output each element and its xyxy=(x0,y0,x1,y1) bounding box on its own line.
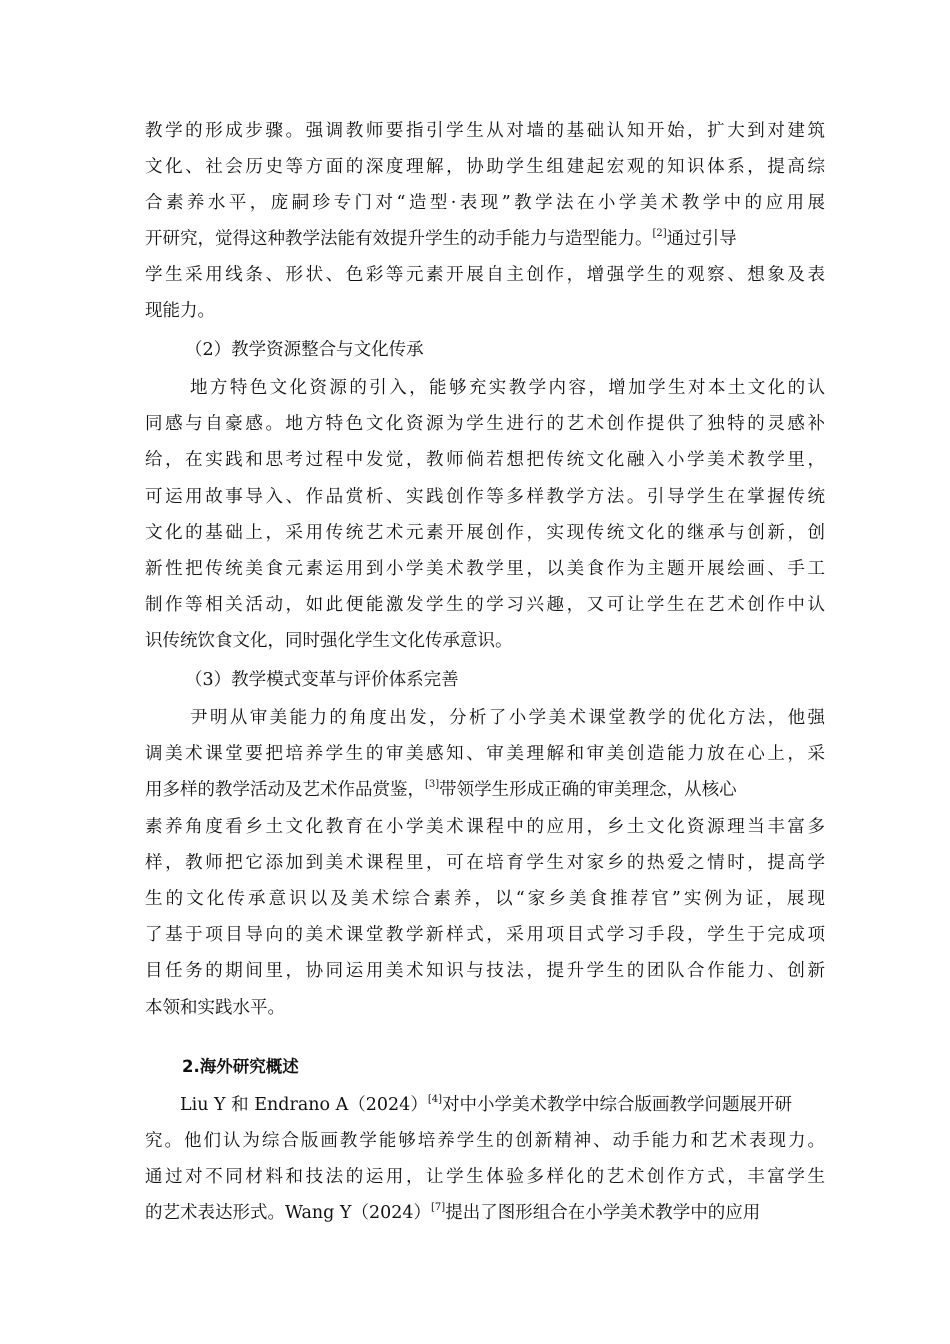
paragraph-line: 目任务的期间里，协同运用美术知识与技法，提升学生的团队合作能力、创新 xyxy=(145,961,825,981)
citation-ref: [2] xyxy=(652,228,667,239)
citation-ref: [3] xyxy=(425,779,440,790)
citation-ref: [7] xyxy=(431,1202,446,1213)
paragraph-line: 可运用故事导入、作品赏析、实践创作等多样教学方法。引导学生在掌握传统 xyxy=(145,487,825,507)
line-text: 开研究，觉得这种教学法能有效提升学生的动手能力与造型能力。 xyxy=(145,229,653,249)
paragraph-line: 合素养水平，庞嗣珍专门对“造型·表现”教学法在小学美术教学中的应用展 xyxy=(145,193,825,213)
paragraph-line xyxy=(145,775,825,805)
paragraph-line: 生的文化传承意识以及美术综合素养，以“家乡美食推荐官”实例为证，展现 xyxy=(145,889,825,909)
line-text: Liu Y 和 Endrano A（2024） xyxy=(180,1095,428,1115)
paragraph-line: 识传统饮食文化，同时强化学生文化传承意识。 xyxy=(145,631,513,651)
line-text: 通过引导 xyxy=(666,229,737,249)
paragraph-line: 了基于项目导向的美术课堂教学新样式，采用项目式学习手段，学生于完成项 xyxy=(145,925,825,945)
paragraph-line: 新性把传统美食元素运用到小学美术教学里，以美食作为主题开展绘画、手工 xyxy=(145,559,825,579)
subheading: （2）教学资源整合与文化传承 xyxy=(185,340,424,360)
line-text: 的艺术表达形式。Wang Y（2024） xyxy=(145,1203,432,1223)
paragraph-line: 素养角度看乡土文化教育在小学美术课程中的应用，乡土文化资源理当丰富多 xyxy=(145,817,825,837)
paragraph-line xyxy=(180,1090,825,1120)
line-text: 提出了图形组合在小学美术教学中的应用 xyxy=(445,1203,761,1223)
section-heading: 2.海外研究概述 xyxy=(182,1057,299,1076)
paragraph-line: 同感与自豪感。地方特色文化资源为学生进行的艺术创作提供了独特的灵感补 xyxy=(145,414,825,434)
paragraph-line: 文化、社会历史等方面的深度理解，协助学生组建起宏观的知识体系，提高综 xyxy=(145,157,825,177)
paragraph-line: 制作等相关活动，如此便能激发学生的学习兴趣，又可让学生在艺术创作中认 xyxy=(145,595,825,615)
paragraph-line: 教学的形成步骤。强调教师要指引学生从对墙的基础认知开始，扩大到对建筑 xyxy=(145,121,825,141)
paragraph-line: 通过对不同材料和技法的运用，让学生体验多样化的艺术创作方式，丰富学生 xyxy=(145,1167,825,1187)
paragraph-line: 学生采用线条、形状、色彩等元素开展自主创作，增强学生的观察、想象及表 xyxy=(145,265,825,285)
paragraph-line: 地方特色文化资源的引入，能够充实教学内容，增加学生对本土文化的认 xyxy=(190,378,825,398)
line-text: 对中小学美术教学中综合版画教学问题展开研 xyxy=(442,1095,792,1115)
paragraph-line: 本领和实践水平。 xyxy=(145,998,285,1018)
paragraph-line: 现能力。 xyxy=(145,301,215,321)
paragraph-line: 调美术课堂要把培养学生的审美感知、审美理解和审美创造能力放在心上，采 xyxy=(145,744,825,764)
paragraph-line: 尹明从审美能力的角度出发，分析了小学美术课堂教学的优化方法，他强 xyxy=(190,708,825,728)
subheading: （3）教学模式变革与评价体系完善 xyxy=(185,670,459,690)
line-text: 用多样的教学活动及艺术作品赏鉴， xyxy=(145,780,425,800)
citation-ref: [4] xyxy=(427,1094,442,1105)
line-text: 带领学生形成正确的审美理念，从核心 xyxy=(439,780,737,800)
paragraph-line xyxy=(145,1198,825,1228)
paragraph-line: 给，在实践和思考过程中发觉，教师倘若想把传统文化融入小学美术教学里， xyxy=(145,450,825,470)
paragraph-line: 样，教师把它添加到美术课程里，可在培育学生对家乡的热爱之情时，提高学 xyxy=(145,853,825,873)
paragraph-line: 究。他们认为综合版画教学能够培养学生的创新精神、动手能力和艺术表现力。 xyxy=(145,1131,825,1151)
paragraph-line: 文化的基础上，采用传统艺术元素开展创作，实现传统文化的继承与创新，创 xyxy=(145,523,825,543)
paragraph-line xyxy=(145,224,825,254)
